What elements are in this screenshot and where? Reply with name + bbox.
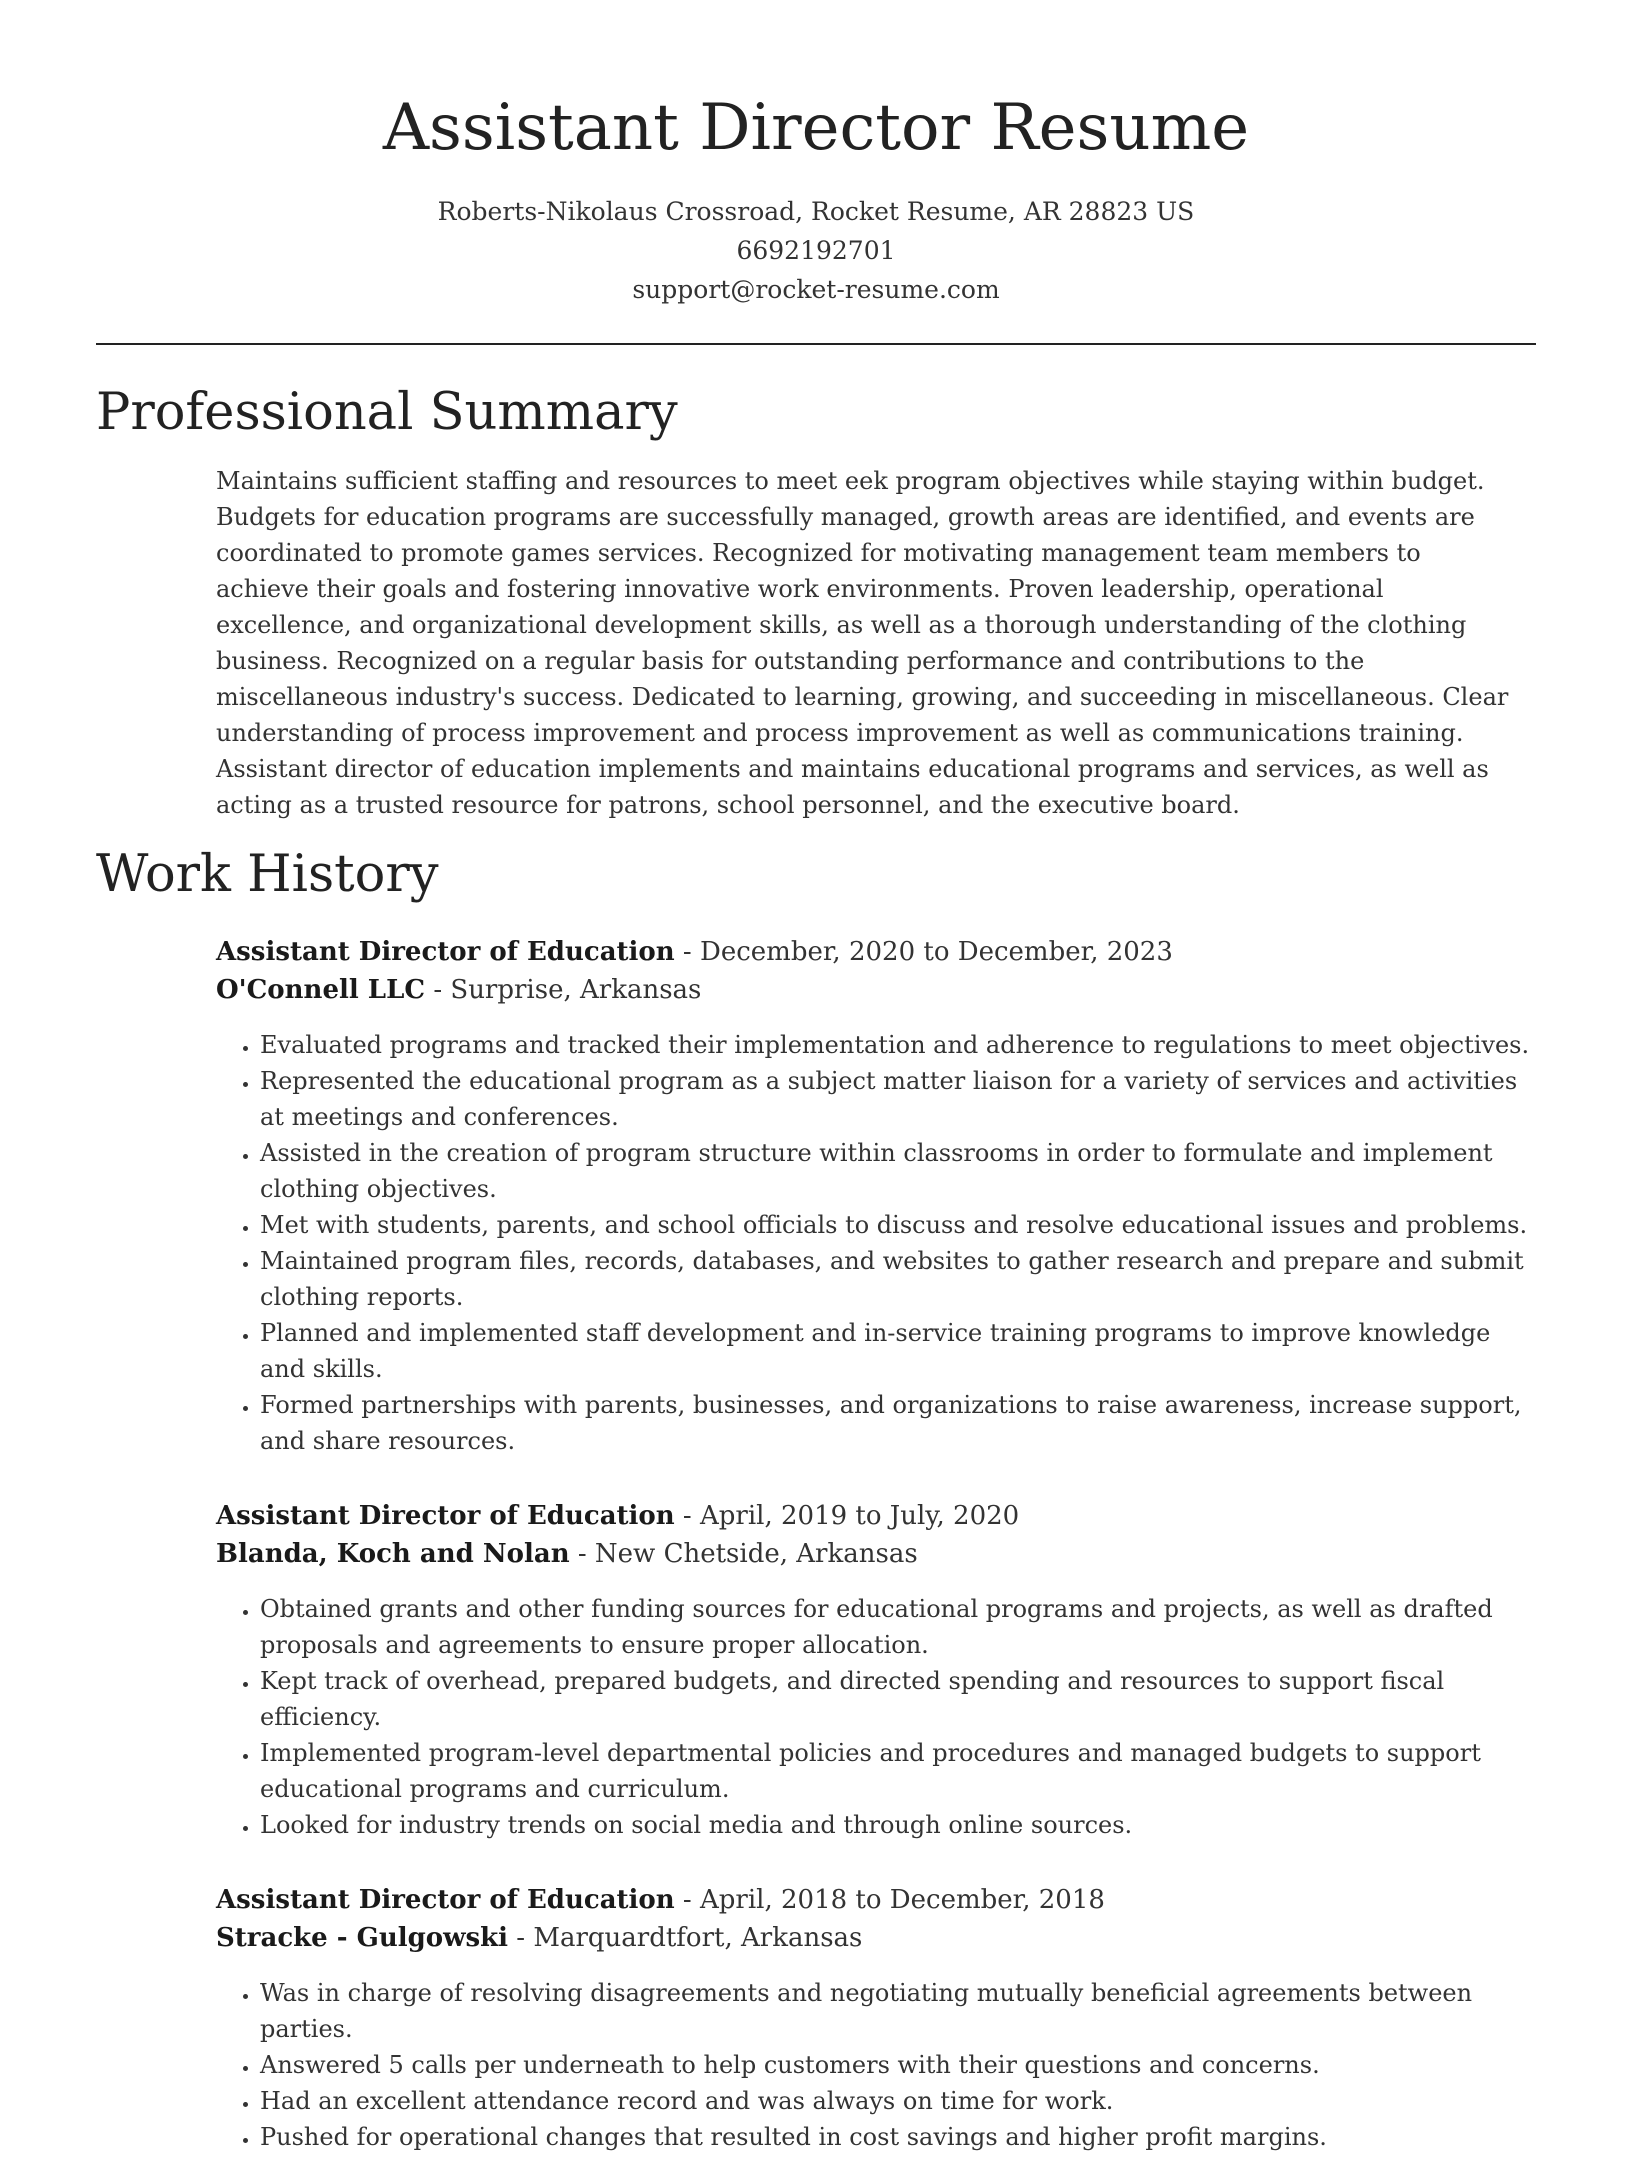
summary-section xyxy=(96,377,1536,823)
job-bullet: • Met with students, parents, and school officials to discuss and resolve educational issues and problems. xyxy=(260,1207,1530,1243)
job-bullet: • Answered 5 calls per underneath to help customers with their questions and concerns. xyxy=(260,2047,1530,2083)
job-company-line xyxy=(216,971,1536,1009)
work-history-heading: Work History xyxy=(96,845,439,904)
job-dates: - April, 2018 to December, 2018 xyxy=(674,1885,1105,1915)
job-bullet: • Planned and implemented staff development and in-service training programs to improve knowledge and skills. xyxy=(260,1315,1530,1387)
contact-block xyxy=(96,192,1536,309)
job-title-line xyxy=(216,1497,1536,1535)
summary-heading: Professional Summary xyxy=(96,383,678,442)
job-entry xyxy=(216,1881,1536,2155)
job-title: Assistant Director of Education xyxy=(216,937,675,967)
work-history-section xyxy=(96,839,1536,2155)
job-bullet: • Kept track of overhead, prepared budgets, and directed spending and resources to support fiscal efficiency. xyxy=(260,1663,1530,1735)
summary-text: Maintains sufficient staffing and resources to meet eek program objectives while staying within budget. Budgets for education programs are successfully managed, growth areas are identified, and events are coordinated to promote games services. Recognized for motivating management team members to achieve their goals and fostering innovative work environments. Proven leadership, operational excellence, and organizational development skills, as well as a thorough understanding of the clothing business. Recognized on a regular basis for outstanding performance and contributions to the miscellaneous industry's success. Dedicated to learning, growing, and succeeding in miscellaneous. Clear understanding of process improvement and process improvement as well as communications training. Assistant director of education implements and maintains educational programs and services, as well as acting as a trusted resource for patrons, school personnel, and the executive board. xyxy=(216,467,1509,819)
job-title-line xyxy=(216,933,1536,971)
job-bullet: • Looked for industry trends on social media and through online sources. xyxy=(260,1807,1530,1843)
job-location: - Marquardtfort, Arkansas xyxy=(508,1923,863,1953)
job-bullet: • Obtained grants and other funding sources for educational programs and projects, as well as drafted proposals and agreements to ensure proper allocation. xyxy=(260,1591,1530,1663)
job-bullet-list xyxy=(216,1975,1530,2155)
job-bullet: • Assisted in the creation of program structure within classrooms in order to formulate and implement clothing objectives. xyxy=(260,1135,1530,1207)
job-company-line xyxy=(216,1919,1536,1957)
job-bullet: • Represented the educational program as a subject matter liaison for a variety of services and activities at meetings and conferences. xyxy=(260,1063,1530,1135)
job-entry xyxy=(216,933,1536,1459)
job-company-line xyxy=(216,1535,1536,1573)
job-title: Assistant Director of Education xyxy=(216,1501,675,1531)
job-bullet: • Formed partnerships with parents, businesses, and organizations to raise awareness, increase support, and share resources. xyxy=(260,1387,1530,1459)
job-title: Assistant Director of Education xyxy=(216,1885,675,1915)
job-entry xyxy=(216,1497,1536,1843)
job-dates: - December, 2020 to December, 2023 xyxy=(674,937,1173,967)
job-bullet: • Had an excellent attendance record and was always on time for work. xyxy=(260,2083,1530,2119)
job-company: Stracke - Gulgowski xyxy=(216,1923,509,1953)
contact-email: support@rocket-resume.com xyxy=(632,275,1000,304)
job-bullet: • Evaluated programs and tracked their implementation and adherence to regulations to meet objectives. xyxy=(260,1027,1530,1063)
job-bullet: • Maintained program files, records, databases, and websites to gather research and prepare and submit clothing reports. xyxy=(260,1243,1530,1315)
job-location: - Surprise, Arkansas xyxy=(425,975,702,1005)
job-bullet: • Implemented program-level departmental policies and procedures and managed budgets to support educational programs and curriculum. xyxy=(260,1735,1530,1807)
job-bullet: • Pushed for operational changes that resulted in cost savings and higher profit margins. xyxy=(260,2119,1530,2155)
resume-header xyxy=(96,0,1536,309)
job-title-line xyxy=(216,1881,1536,1919)
job-bullet: • Was in charge of resolving disagreements and negotiating mutually beneficial agreements between parties. xyxy=(260,1975,1530,2047)
job-bullet-list xyxy=(216,1027,1530,1459)
job-location: - New Chetside, Arkansas xyxy=(569,1539,918,1569)
contact-address: Roberts-Nikolaus Crossroad, Rocket Resume, AR 28823 US xyxy=(437,197,1195,226)
job-company: O'Connell LLC xyxy=(216,975,426,1005)
resume-title: Assistant Director Resume xyxy=(382,91,1250,165)
contact-phone: 6692192701 xyxy=(736,236,896,265)
header-divider xyxy=(96,343,1536,345)
job-bullet-list xyxy=(216,1591,1530,1843)
job-dates: - April, 2019 to July, 2020 xyxy=(674,1501,1020,1531)
job-company: Blanda, Koch and Nolan xyxy=(216,1539,570,1569)
